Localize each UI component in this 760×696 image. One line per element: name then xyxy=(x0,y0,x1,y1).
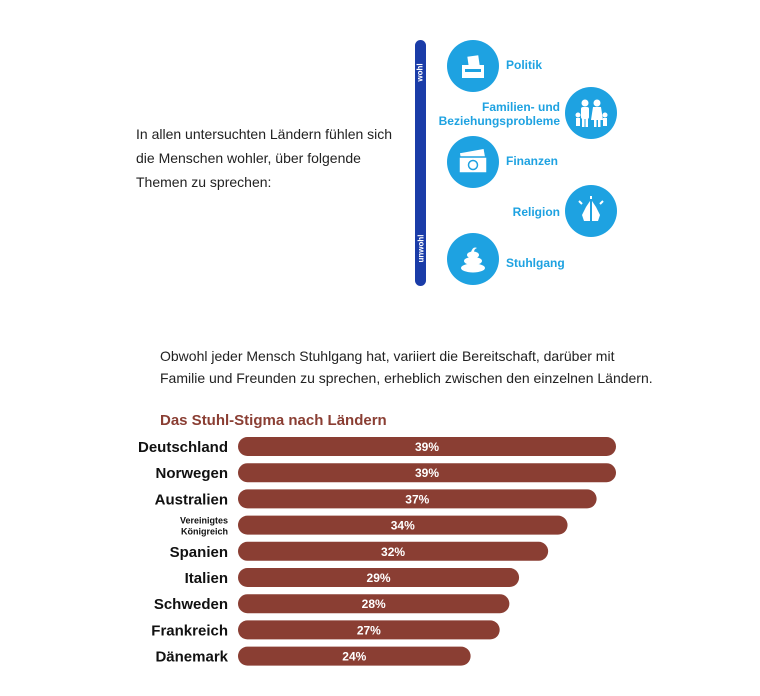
category-label-6: Schweden xyxy=(153,596,228,614)
category-label-7: Frankreich xyxy=(151,622,228,640)
value-label-5: 29% xyxy=(366,571,391,585)
category-label-3 xyxy=(180,516,228,537)
topic-label-politik: Politik xyxy=(506,58,543,72)
category-label-2: Australien xyxy=(154,491,228,509)
category-label-5: Italien xyxy=(184,570,228,587)
topic-label-familie: Familien- und Beziehungsprobleme xyxy=(438,100,560,128)
chart-intro-text: Obwohl jeder Mensch Stuhlgang hat, variiert die Bereitschaft, darüber mit Familie und Freunden zu sprechen, erheblich zwischen den einzelnen Ländern. xyxy=(160,348,653,386)
category-label-line: Vereinigtes xyxy=(179,515,228,526)
scale-top-label: wohl xyxy=(416,62,425,82)
value-label-2: 37% xyxy=(405,492,430,507)
category-label-8: Dänemark xyxy=(155,648,228,666)
value-label-1: 39% xyxy=(414,466,440,481)
topic-label-stuhlgang: Stuhlgang xyxy=(506,256,565,270)
scale-bottom-label: unwohl xyxy=(416,234,425,262)
value-label-0: 39% xyxy=(414,440,440,454)
category-label-line: Königreich xyxy=(180,526,228,537)
value-label-6: 28% xyxy=(361,597,386,612)
value-label-8: 24% xyxy=(342,649,367,664)
category-label-4: Spanien xyxy=(169,543,228,561)
value-label-7: 27% xyxy=(356,623,381,638)
topic-label-religion: Religion xyxy=(512,205,560,219)
value-label-3: 34% xyxy=(390,518,415,533)
intro-text: In allen untersuchten Ländern fühlen sich die Menschen wohler, über folgende Themen zu sprechen: xyxy=(136,126,393,190)
category-label-0: Deutschland xyxy=(137,439,228,456)
topic-label-finanzen: Finanzen xyxy=(506,154,559,168)
chart-title: Das Stuhl-Stigma nach Ländern xyxy=(160,412,387,429)
category-label-1: Norwegen xyxy=(155,465,228,483)
value-label-4: 32% xyxy=(381,544,406,559)
